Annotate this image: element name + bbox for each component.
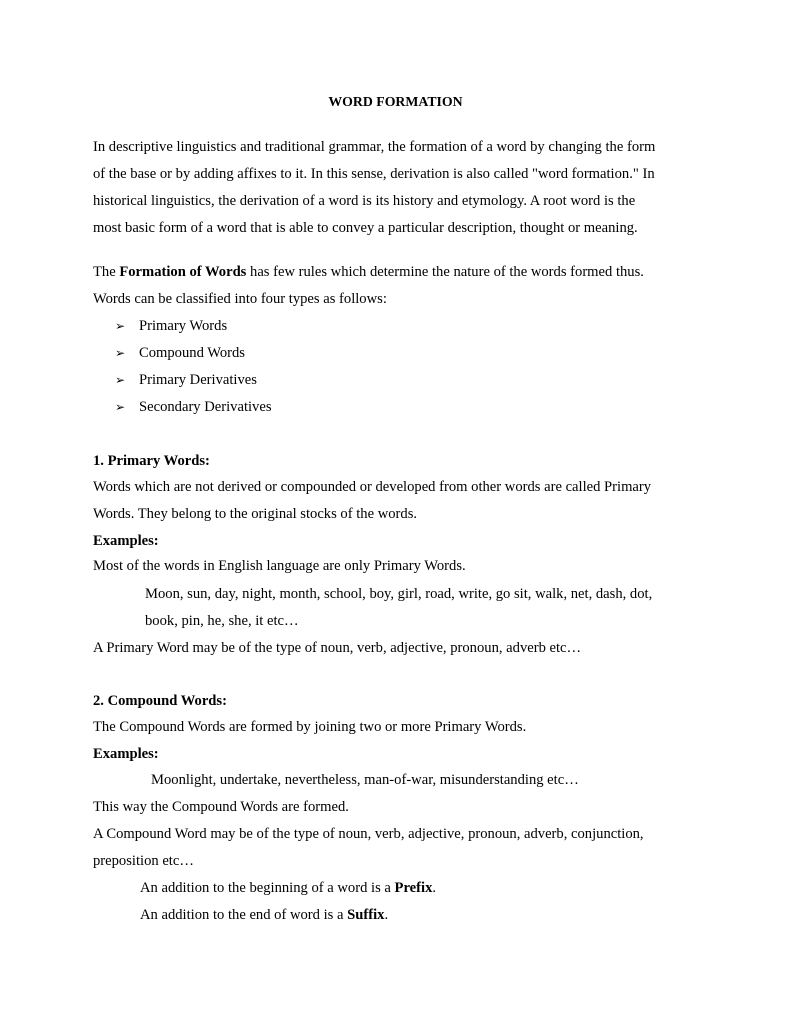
list-item-label: Primary Words	[139, 318, 228, 334]
list-item	[115, 398, 272, 416]
page-title: WORD FORMATION	[328, 94, 463, 109]
arrow-bullet-icon: ➢	[115, 319, 126, 333]
section-heading-primary: 1. Primary Words:	[93, 453, 210, 469]
formation-text-pre: The	[93, 264, 120, 280]
prefix-period: .	[432, 880, 437, 896]
examples-line: Moonlight, undertake, nevertheless, man-of-war, misunderstanding etc…	[151, 772, 579, 788]
formation-text-post: has few rules which determine the nature of the words formed thus.	[246, 264, 644, 280]
examples-heading: Examples:	[93, 533, 159, 549]
formation-line	[93, 263, 644, 281]
prefix-term: Prefix	[394, 880, 433, 896]
section-heading-compound: 2. Compound Words:	[93, 693, 227, 709]
compound-desc: The Compound Words are formed by joining two or more Primary Words.	[93, 719, 527, 735]
suffix-note	[140, 906, 388, 924]
prefix-text: An addition to the beginning of a word is a	[140, 880, 395, 896]
examples-line: Moon, sun, day, night, month, school, boy, girl, road, write, go sit, walk, net, dash, dot,	[145, 586, 653, 602]
suffix-text: An addition to the end of word is a	[140, 907, 348, 923]
list-item	[115, 344, 245, 362]
primary-desc-line: Words. They belong to the original stocks of the words.	[93, 506, 418, 522]
arrow-bullet-icon: ➢	[115, 373, 126, 387]
examples-heading: Examples:	[93, 746, 159, 762]
list-item	[115, 317, 227, 335]
suffix-period: .	[384, 907, 389, 923]
intro-line: In descriptive linguistics and traditional grammar, the formation of a word by changing the form	[93, 139, 656, 155]
arrow-bullet-icon: ➢	[115, 346, 126, 360]
compound-type-note: A Compound Word may be of the type of noun, verb, adjective, pronoun, adverb, conjunction,	[93, 826, 644, 842]
formation-line: Words can be classified into four types as follows:	[93, 291, 387, 307]
intro-line: historical linguistics, the derivation of a word is its history and etymology. A root word is the	[93, 193, 636, 209]
list-item	[115, 371, 257, 389]
primary-type-note: A Primary Word may be of the type of noun, verb, adjective, pronoun, adverb etc…	[93, 640, 582, 656]
list-item-label: Primary Derivatives	[139, 372, 257, 388]
intro-line: of the base or by adding affixes to it. In this sense, derivation is also called "word formation." In	[93, 166, 655, 182]
suffix-term: Suffix	[347, 907, 385, 923]
list-item-label: Compound Words	[139, 345, 245, 361]
compound-formed-note: This way the Compound Words are formed.	[93, 799, 349, 815]
arrow-bullet-icon: ➢	[115, 400, 126, 414]
compound-type-note: preposition etc…	[93, 853, 194, 869]
intro-line: most basic form of a word that is able to convey a particular description, thought or meaning.	[93, 220, 638, 236]
prefix-note	[140, 879, 436, 897]
primary-desc-line: Words which are not derived or compounded or developed from other words are called Primary	[93, 479, 652, 495]
formation-bold-term: Formation of Words	[119, 264, 247, 280]
list-item-label: Secondary Derivatives	[139, 399, 272, 415]
examples-line: book, pin, he, she, it etc…	[145, 613, 299, 629]
examples-intro: Most of the words in English language are only Primary Words.	[93, 558, 466, 574]
